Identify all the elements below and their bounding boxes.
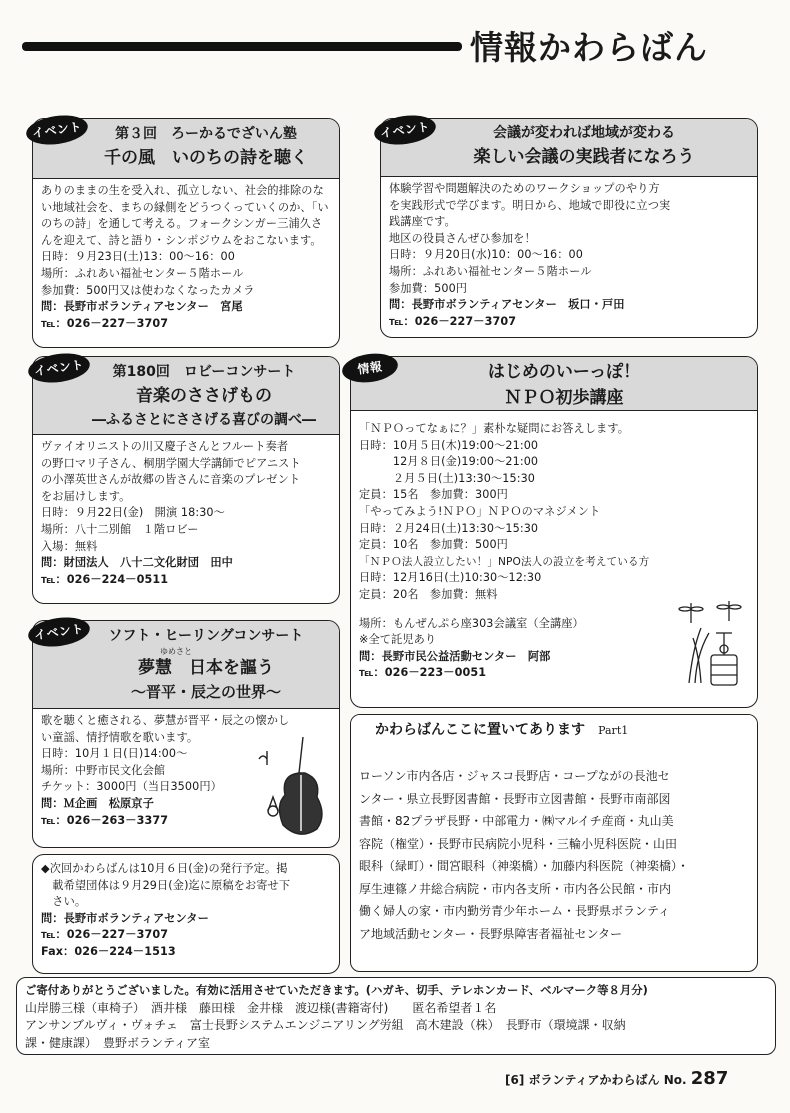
text-line: 山岸勝三様（車椅子） 酒井様 藤田様 金井様 渡辺様(書籍寄付) 匿名希望者１名 [25, 1000, 497, 1015]
donations-title: ご寄付ありがとうございました。有効に活用させていただきます。(ハガキ、切手、テレホンカード、ベルマーク等８月分) [25, 983, 648, 997]
places-title: かわらばんここに置いてあります [375, 722, 585, 738]
text-line: の小澤英世さんが故郷の皆さんに音楽のプレゼント [41, 473, 301, 487]
text-line: 践講座です。 [389, 215, 456, 229]
text-line: ア地域活動センター・長野県障害者福祉センター [359, 926, 623, 941]
text-line: 参加費：500円 [389, 281, 468, 295]
event-tag: イベント [26, 614, 91, 650]
text-line: 定員：10名 参加費：500円 [359, 538, 508, 552]
event-box-lobby-concert [32, 356, 340, 604]
text-line: 載希望団体は９月29日(金)迄に原稿をお寄せ下 [41, 878, 291, 892]
contact-line: 問：長野市ボランティアセンター [41, 911, 209, 925]
text-line: ンター・県立長野図書館・長野市立図書館・長野市南部図 [359, 791, 671, 806]
box-subtitle: 第３回 ろーかるでざいん塾 [115, 126, 297, 142]
text-line: 場所：中野市民文化会館 [41, 763, 166, 777]
text-line: 「ＮＰＯ法人設立したい！」NPO法人の設立を考えている方 [359, 555, 650, 568]
places-part: Part1 [598, 724, 629, 737]
double-bass-illustration [251, 733, 335, 843]
publication-name: ボランティアかわらばん No. [528, 1073, 687, 1087]
event-box-local-design [32, 118, 340, 348]
fax-line: Fax：026－224－1513 [41, 944, 176, 958]
text-line: アンサンブルヴィ・ヴォチェ 富士長野システムエンジニアリング労組 高木建設（株） 長野市（環境課・収納 [25, 1018, 626, 1032]
text-line: を実践形式で学びます。明日から、地域で即役に立つ実 [389, 198, 671, 212]
text-line: 働く婦人の家・市内勤労青少年ホーム・長野県ボランティ [359, 904, 671, 918]
text-line: 日時：10月１日(日)14:00～ [41, 747, 188, 761]
text-line: んを迎えて、詩と語り・シンポジウムをおこないます。 [41, 233, 322, 247]
text-line: 場所：八十二別館 １階ロビー [41, 522, 199, 536]
text-line: ※全て託児あり [359, 633, 437, 647]
box-title-2: ＮＰＯ初歩講座 [504, 388, 624, 408]
text-line: 地区の役員さんぜひ参加を！ [389, 231, 536, 245]
box-title: 音楽のささげもの [136, 386, 272, 406]
box-title: 楽しい会議の実践者になろう [473, 147, 695, 167]
box-title: 夢慧 日本を謳う [138, 658, 274, 678]
ruby-text: ゆめさと [160, 647, 192, 656]
text-line: 「やってみよう!ＮＰＯ」ＮＰＯのマネジメント [359, 504, 601, 518]
text-line: 体験学習や問題解決のためのワークショップのやり方 [389, 182, 660, 195]
text-line: の野口マリ子さん、桐朋学園大学講師でピアニスト [41, 456, 301, 470]
text-line: チケット：3000円（当日3500円） [41, 780, 222, 794]
box-tagline: ～晋平・辰之の世界～ [130, 683, 281, 701]
issue-number: 287 [690, 1068, 729, 1089]
text-line: 「ＮＰＯってなぁに？」素朴な疑問にお答えします。 [359, 422, 630, 435]
contact-line: 問：長野市ボランティアセンター 坂口・戸田 [389, 298, 625, 312]
event-tag: イベント [26, 350, 91, 386]
text-line: 日時：10月５日(木)19:00～21:00 [359, 438, 539, 452]
text-line: 容院（権堂）・長野市民病院小児科・三輪小児科医院・山田 [359, 836, 678, 851]
event-tag: イベント [24, 112, 89, 148]
text-line: 定員：15名 参加費：300円 [359, 488, 508, 502]
text-line: ありのままの生を受入れ、孤立しない、社会的排除のな [41, 184, 324, 197]
next-issue-notice [32, 854, 340, 974]
event-tag: イベント [372, 112, 437, 148]
box-title: 千の風 いのちの詩を聴く [104, 148, 308, 168]
text-line: 場所：ふれあい福祉センター５階ホール [41, 266, 244, 280]
contact-line: 問：Ｍ企画 松原京子 [41, 796, 154, 810]
text-line: 厚生連篠ノ井総合病院・市内各支所・市内各公民館・市内 [359, 881, 672, 896]
tel-line: ℡：026－227－3707 [41, 928, 169, 942]
header-rule [22, 42, 462, 51]
text-line: ２月５日(土)13:30～15:30 [359, 471, 535, 485]
distribution-places-box [350, 714, 758, 972]
box-tagline: ―ふるさとにささげる喜びの調べ― [92, 412, 316, 428]
text-line: 日時：９月23日(土)13：00～16：00 [41, 250, 235, 264]
box-title: はじめのいーっぽ！ [487, 362, 641, 382]
tel-line: ℡：026－223－0051 [359, 666, 487, 680]
text-line: のちの詩」を通して考える。フォークシンガー三浦久さ [41, 217, 323, 231]
text-line: 書館・82プラザ長野・中部電力・㈱マルイチ産商・丸山美 [359, 814, 674, 828]
text-line: 日時：12月16日(土)10:30～12:30 [359, 571, 542, 585]
text-line: い地域社会を、まちの縁側をどうつくっていくのか、「い [41, 200, 329, 214]
event-box-meeting [380, 118, 758, 338]
text-line: をお届けします。 [41, 489, 131, 503]
box-subtitle: 第180回 ロビーコンサート [112, 364, 296, 380]
page-title: 情報かわらばん [470, 28, 708, 67]
text-line: さい。 [41, 895, 87, 909]
text-line: ローソン市内各店・ジャスコ長野店・コープながの長池セ [359, 769, 670, 783]
event-box-healing-concert [32, 620, 340, 848]
text-line: 12月８日(金)19:00～21:00 [359, 455, 539, 469]
box-subtitle: 会議が変われば地域が変わる [493, 125, 675, 141]
text-line: 歌を聴くと癒される、夢慧が晋平・辰之の懐かし [41, 714, 290, 727]
text-line: 日時：９月22日(金) 開演 18:30～ [41, 506, 225, 520]
text-line: 日時：２月24日(土)13:30～15:30 [359, 521, 539, 535]
box-subtitle: ソフト・ヒーリングコンサート [108, 628, 304, 644]
info-box-npo-course [350, 356, 758, 708]
text-line: 参加費：500円又は使わなくなったカメラ [41, 283, 255, 297]
tel-line: ℡：026－227－3707 [389, 314, 517, 328]
tel-line: ℡：026－227－3707 [41, 316, 169, 330]
page-footer [505, 1068, 728, 1089]
dragonfly-well-illustration [671, 593, 751, 693]
text-line: 眼科（緑町）・間宮眼科（神楽橋）・加藤内科医院（神楽橋）・ [359, 859, 690, 873]
text-line: ヴァイオリニストの川又慶子さんとフルート奏者 [41, 440, 289, 453]
contact-line: 問：長野市ボランティアセンター 宮尾 [41, 300, 243, 314]
tel-line: ℡：026－263－3377 [41, 813, 169, 827]
text-line: 場所：もんぜんぷら座303会議室（全講座） [359, 616, 584, 630]
info-tag: 情報 [340, 350, 399, 386]
text-line: 課・健康課） 豊野ボランティア室 [25, 1035, 211, 1050]
contact-line: 問：財団法人 八十二文化財団 田中 [41, 556, 233, 570]
text-line: 場所：ふれあい福祉センター５階ホール [389, 264, 592, 278]
text-line: 日時：９月20日(水)10：00～16：00 [389, 248, 583, 262]
text-line: 定員：20名 参加費：無料 [359, 587, 498, 601]
text-line: い童謡、情抒情歌を歌います。 [41, 730, 199, 744]
donations-box [16, 977, 776, 1055]
text-line: 入場：無料 [41, 539, 98, 553]
page-number: [6] [505, 1073, 525, 1087]
contact-line: 問：長野市民公益活動センター 阿部 [359, 649, 551, 663]
text-line: ◆次回かわらばんは10月６日(金)の発行予定。掲 [41, 862, 288, 875]
tel-line: ℡：026－224－0511 [41, 572, 169, 586]
